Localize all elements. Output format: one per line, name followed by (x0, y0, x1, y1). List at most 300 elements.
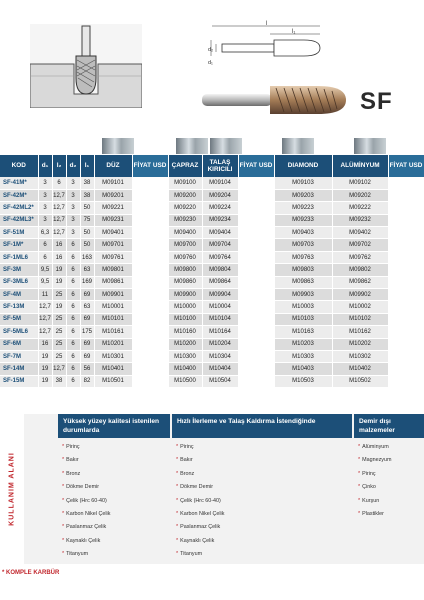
table-cell: M10404 (202, 363, 238, 375)
table-cell: M10400 (168, 363, 202, 375)
table-cell: M10302 (332, 350, 388, 362)
price-cell (388, 189, 424, 201)
table-cell: 19 (38, 375, 52, 387)
table-cell: 38 (80, 177, 94, 189)
bullet-icon: * (176, 524, 179, 531)
price-cell (132, 214, 168, 226)
table-cell: 3 (38, 177, 52, 189)
price-cell (238, 214, 274, 226)
column-header: l₁ (80, 155, 94, 177)
price-column-header: FİYAT USD (238, 155, 274, 177)
usage-item-label: Paslanmaz Çelik (180, 524, 221, 531)
table-cell: M09100 (168, 177, 202, 189)
product-code-cell: SF-6M (0, 338, 38, 350)
bullet-icon: * (62, 497, 65, 504)
usage-item-list (354, 438, 424, 524)
table-cell: 25 (52, 313, 66, 325)
table-cell: M10161 (94, 326, 132, 338)
table-cell: M09860 (168, 276, 202, 288)
price-cell (388, 227, 424, 239)
product-code-cell: SF-15M (0, 375, 38, 387)
table-row (0, 326, 424, 338)
price-cell (388, 264, 424, 276)
table-cell: M10502 (332, 375, 388, 387)
dim-l: l (266, 21, 268, 27)
usage-item-label: Alüminyum (362, 444, 389, 450)
product-code-cell: SF-1ML6 (0, 251, 38, 263)
bullet-icon: * (176, 457, 179, 464)
table-row (0, 289, 424, 301)
price-cell (388, 338, 424, 350)
usage-item (176, 508, 348, 521)
usage-item-label: Çinko (362, 484, 376, 491)
table-cell: M09703 (274, 239, 332, 251)
thumb-chip-breaker (210, 138, 242, 154)
table-cell: 63 (80, 301, 94, 313)
product-code-cell: SF-14M (0, 363, 38, 375)
column-header: TALAŞ KIRICILI (202, 155, 238, 177)
product-code-cell: SF-13M (0, 301, 38, 313)
table-cell: M09900 (168, 289, 202, 301)
table-cell: 6 (38, 251, 52, 263)
table-cell: 63 (80, 264, 94, 276)
table-cell: M10303 (274, 350, 332, 362)
column-header: l₂ (52, 155, 66, 177)
bullet-icon: * (62, 457, 65, 464)
table-cell: M09201 (94, 189, 132, 201)
table-row (0, 227, 424, 239)
table-row (0, 301, 424, 313)
table-cell: M09102 (332, 177, 388, 189)
burr-product-photo (200, 82, 350, 118)
table-cell: M09704 (202, 239, 238, 251)
table-cell: 56 (80, 363, 94, 375)
usage-item (62, 521, 166, 534)
price-cell (388, 301, 424, 313)
table-cell: 16 (52, 251, 66, 263)
table-cell: M09232 (332, 214, 388, 226)
usage-item-label: Karbon Nikel Çelik (180, 510, 225, 517)
table-cell: M10000 (168, 301, 202, 313)
usage-item-label: Bakır (66, 457, 79, 464)
price-cell (132, 239, 168, 251)
usage-item (62, 454, 166, 467)
column-header: DIAMOND (274, 155, 332, 177)
table-cell: M09401 (94, 227, 132, 239)
price-cell (238, 189, 274, 201)
table-cell: M09701 (94, 239, 132, 251)
table-cell: 6 (66, 264, 80, 276)
table-cell: 19 (52, 301, 66, 313)
table-cell: 75 (80, 214, 94, 226)
table-cell: 25 (52, 289, 66, 301)
dim-d1: d₁ (208, 60, 213, 66)
table-cell: M10401 (94, 363, 132, 375)
usage-item-label: Magnezyum (362, 457, 392, 464)
usage-item-label: Karbon Nikel Çelik (66, 510, 111, 517)
price-cell (132, 326, 168, 338)
table-cell: M10504 (202, 375, 238, 387)
product-code-cell: SF-5M (0, 313, 38, 325)
price-cell (388, 276, 424, 288)
price-cell (388, 363, 424, 375)
table-row (0, 313, 424, 325)
usage-item (176, 441, 348, 454)
table-row (0, 375, 424, 387)
price-cell (238, 375, 274, 387)
table-cell: M09404 (202, 227, 238, 239)
price-cell (388, 177, 424, 189)
table-cell: M10004 (202, 301, 238, 313)
table-cell: M09802 (332, 264, 388, 276)
table-cell: 6 (66, 326, 80, 338)
table-cell: 25 (52, 350, 66, 362)
table-cell: 6 (66, 375, 80, 387)
product-code-cell: SF-42M* (0, 189, 38, 201)
table-cell: 6 (66, 289, 80, 301)
thumb-cross-cut (176, 138, 208, 154)
table-cell: 6 (38, 239, 52, 251)
thumb-aluminium-cut (354, 138, 386, 154)
dim-l1: l₁ (292, 29, 296, 35)
price-cell (132, 177, 168, 189)
price-cell (388, 202, 424, 214)
column-header: KOD (0, 155, 38, 177)
table-cell: M09863 (274, 276, 332, 288)
table-cell: 12,7 (52, 363, 66, 375)
table-cell: 82 (80, 375, 94, 387)
usage-item-label: Bronz (66, 470, 81, 477)
product-code-cell: SF-5ML6 (0, 326, 38, 338)
product-code-cell: SF-51M (0, 227, 38, 239)
table-cell: 3 (38, 189, 52, 201)
bullet-icon: * (176, 537, 179, 544)
table-cell: 6 (66, 239, 80, 251)
table-cell: M09801 (94, 264, 132, 276)
price-cell (388, 350, 424, 362)
table-cell: M10102 (332, 313, 388, 325)
table-cell: M09204 (202, 189, 238, 201)
price-cell (132, 227, 168, 239)
footnote: * KOMPLE KARBÜR (2, 570, 60, 576)
price-cell (132, 375, 168, 387)
bullet-icon: * (358, 484, 361, 491)
table-row (0, 276, 424, 288)
table-cell: 6 (66, 276, 80, 288)
cut-type-thumbnails (0, 138, 424, 154)
table-cell: M10002 (332, 301, 388, 313)
usage-item-label: Titanyum (180, 551, 203, 558)
table-cell: 12,7 (52, 214, 66, 226)
usage-item-label: Bakır (180, 457, 193, 464)
price-cell (238, 289, 274, 301)
table-cell: 169 (80, 276, 94, 288)
table-cell: M09220 (168, 202, 202, 214)
table-row (0, 264, 424, 276)
usage-item (358, 495, 420, 508)
table-cell: 69 (80, 289, 94, 301)
table-cell: M10201 (94, 338, 132, 350)
bullet-icon: * (176, 497, 179, 504)
table-cell: M09903 (274, 289, 332, 301)
table-cell: 6 (66, 338, 80, 350)
table-cell: M09403 (274, 227, 332, 239)
table-cell: 25 (52, 326, 66, 338)
price-cell (132, 313, 168, 325)
table-cell: M09862 (332, 276, 388, 288)
table-cell: M09702 (332, 239, 388, 251)
table-cell: 175 (80, 326, 94, 338)
product-code-cell: SF-4M (0, 289, 38, 301)
bullet-icon: * (176, 470, 179, 477)
price-cell (238, 338, 274, 350)
table-cell: M09901 (94, 289, 132, 301)
table-row (0, 251, 424, 263)
price-cell (132, 289, 168, 301)
usage-item (358, 481, 420, 494)
price-cell (132, 251, 168, 263)
table-cell: 6 (52, 177, 66, 189)
bullet-icon: * (176, 444, 179, 450)
bullet-icon: * (176, 551, 179, 558)
price-cell (238, 350, 274, 362)
usage-item (358, 468, 420, 481)
column-header: ÇAPRAZ (168, 155, 202, 177)
usage-item (62, 481, 166, 494)
table-cell: 3 (66, 177, 80, 189)
usage-item (358, 441, 420, 454)
table-cell: 69 (80, 338, 94, 350)
bullet-icon: * (358, 444, 361, 450)
product-code-cell: SF-42ML3* (0, 214, 38, 226)
table-cell: 50 (80, 202, 94, 214)
table-cell: 12,7 (38, 301, 52, 313)
usage-item-label: Çelik (Hrc 60-40) (66, 497, 107, 504)
column-header: d₂ (66, 155, 80, 177)
bullet-icon: * (62, 470, 65, 477)
usage-column-1 (58, 414, 170, 564)
price-cell (238, 313, 274, 325)
table-cell: M09203 (274, 189, 332, 201)
bullet-icon: * (62, 510, 65, 517)
table-cell: 6 (66, 251, 80, 263)
usage-item (176, 521, 348, 534)
table-cell: 19 (52, 276, 66, 288)
table-cell: 12,7 (52, 189, 66, 201)
price-cell (238, 177, 274, 189)
table-cell: 3 (66, 189, 80, 201)
usage-item-label: Titanyum (66, 551, 89, 558)
price-column-header: FİYAT USD (388, 155, 424, 177)
table-cell: M09200 (168, 189, 202, 201)
bullet-icon: * (62, 444, 65, 450)
usage-item-label: Plastikler (362, 510, 384, 517)
price-cell (132, 202, 168, 214)
table-cell: 50 (80, 239, 94, 251)
usage-section (0, 414, 424, 564)
table-cell: M09104 (202, 177, 238, 189)
product-code-title: SF (360, 88, 393, 115)
table-cell: M09902 (332, 289, 388, 301)
table-cell: 25 (52, 338, 66, 350)
price-cell (238, 276, 274, 288)
table-cell: M10203 (274, 338, 332, 350)
usage-side-label: KULLANIM ALANI (8, 452, 16, 526)
table-cell: M09800 (168, 264, 202, 276)
product-code-cell: SF-42ML2* (0, 202, 38, 214)
product-code-cell: SF-3ML6 (0, 276, 38, 288)
bullet-icon: * (358, 457, 361, 464)
usage-item (62, 535, 166, 548)
price-cell (388, 313, 424, 325)
usage-item-label: Kaynaklı Çelik (66, 537, 101, 544)
usage-item (176, 535, 348, 548)
table-row (0, 338, 424, 350)
table-cell: M09202 (332, 189, 388, 201)
table-cell: 12,7 (52, 202, 66, 214)
table-cell: M09700 (168, 239, 202, 251)
table-cell: M09233 (274, 214, 332, 226)
table-cell: 38 (80, 189, 94, 201)
table-body (0, 177, 424, 388)
product-header (0, 0, 424, 150)
usage-item (358, 454, 420, 467)
table-cell: M09864 (202, 276, 238, 288)
usage-item-label: Bronz (180, 470, 195, 477)
table-cell: M09803 (274, 264, 332, 276)
table-cell: M10100 (168, 313, 202, 325)
usage-column-title: Demir dışı malzemeler (354, 414, 424, 438)
table-row (0, 350, 424, 362)
price-cell (132, 264, 168, 276)
table-cell: M09764 (202, 251, 238, 263)
price-cell (238, 202, 274, 214)
table-row (0, 189, 424, 201)
table-row (0, 239, 424, 251)
technical-drawing (208, 20, 326, 68)
bullet-icon: * (358, 470, 361, 477)
table-cell: M10162 (332, 326, 388, 338)
table-cell: 3 (66, 227, 80, 239)
table-cell: 38 (52, 375, 66, 387)
price-cell (132, 301, 168, 313)
usage-item-label: Paslanmaz Çelik (66, 524, 107, 531)
table-cell: M09804 (202, 264, 238, 276)
price-cell (388, 375, 424, 387)
column-header: d₁ (38, 155, 52, 177)
usage-item (62, 508, 166, 521)
table-cell: M09221 (94, 202, 132, 214)
table-cell: 12,7 (52, 227, 66, 239)
table-row (0, 214, 424, 226)
table-cell: 3 (66, 214, 80, 226)
price-cell (132, 350, 168, 362)
price-cell (238, 251, 274, 263)
table-cell: M09101 (94, 177, 132, 189)
usage-item-label: Pirinç (362, 470, 376, 477)
usage-item-list (58, 438, 170, 565)
table-cell: M10164 (202, 326, 238, 338)
bullet-icon: * (62, 537, 65, 544)
usage-item (176, 454, 348, 467)
table-cell: M09234 (202, 214, 238, 226)
bullet-icon: * (358, 497, 361, 504)
usage-item (62, 548, 166, 561)
table-cell: 69 (80, 350, 94, 362)
price-cell (388, 214, 424, 226)
table-row (0, 177, 424, 189)
table-cell: 16 (38, 338, 52, 350)
table-cell: M09230 (168, 214, 202, 226)
table-cell: M09231 (94, 214, 132, 226)
price-cell (132, 276, 168, 288)
table-cell: M10402 (332, 363, 388, 375)
table-cell: M10200 (168, 338, 202, 350)
table-cell: 6 (66, 313, 80, 325)
table-cell: M09762 (332, 251, 388, 263)
table-cell: 6 (66, 301, 80, 313)
table-cell: 6,3 (38, 227, 52, 239)
table-cell: M10001 (94, 301, 132, 313)
usage-item (62, 441, 166, 454)
table-cell: M09761 (94, 251, 132, 263)
table-cell: 19 (38, 363, 52, 375)
usage-item-label: Pirinç (66, 444, 80, 450)
table-cell: M10403 (274, 363, 332, 375)
bullet-icon: * (176, 510, 179, 517)
table-cell: 163 (80, 251, 94, 263)
table-cell: 19 (38, 350, 52, 362)
product-table (0, 155, 424, 388)
product-code-cell: SF-1M* (0, 239, 38, 251)
table-cell: M10301 (94, 350, 132, 362)
table-cell: 3 (38, 214, 52, 226)
price-column-header: FİYAT USD (132, 155, 168, 177)
price-cell (388, 239, 424, 251)
table-cell: M10501 (94, 375, 132, 387)
table-cell: M09402 (332, 227, 388, 239)
table-cell: 11 (38, 289, 52, 301)
product-code-cell: SF-7M (0, 350, 38, 362)
table-cell: M10003 (274, 301, 332, 313)
table-cell: 9,5 (38, 264, 52, 276)
price-cell (238, 264, 274, 276)
table-cell: 6 (66, 363, 80, 375)
usage-item (176, 481, 348, 494)
price-cell (132, 338, 168, 350)
table-cell: 9,5 (38, 276, 52, 288)
bullet-icon: * (176, 484, 179, 491)
table-cell: M09904 (202, 289, 238, 301)
thumb-straight-cut (102, 138, 134, 154)
burr-in-groove-drawing (30, 24, 142, 108)
usage-column-title: Hızlı İlerleme ve Talaş Kaldırma İstendiğinde (172, 414, 352, 438)
bullet-icon: * (62, 524, 65, 531)
usage-column-title: Yüksek yüzey kalitesi istenilen durumlarda (58, 414, 170, 438)
table-cell: M09763 (274, 251, 332, 263)
table-cell: M10202 (332, 338, 388, 350)
price-cell (388, 326, 424, 338)
price-cell (132, 363, 168, 375)
product-code-cell: SF-3M (0, 264, 38, 276)
usage-column-3 (354, 414, 424, 564)
usage-column-2 (172, 414, 352, 564)
price-cell (132, 189, 168, 201)
usage-side-panel (0, 414, 24, 564)
usage-item-label: Kaynaklı Çelik (180, 537, 215, 544)
usage-item (176, 495, 348, 508)
table-cell: M09222 (332, 202, 388, 214)
